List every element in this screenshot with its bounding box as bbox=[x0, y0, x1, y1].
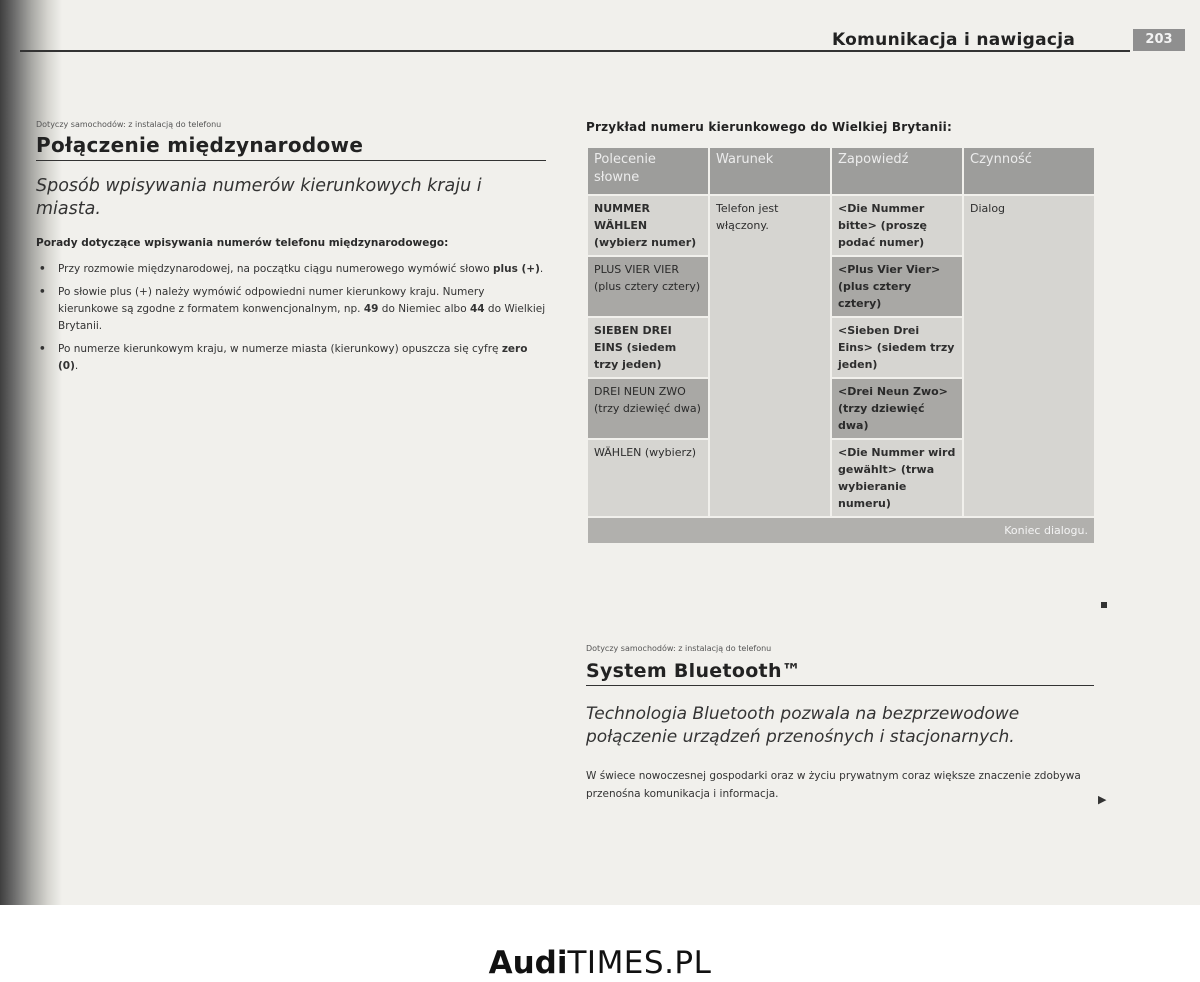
bluetooth-body: W świece nowoczesnej gospodarki oraz w życiu prywatnym coraz większe znaczenie zdobywa przenośna komunikacja i informacja. bbox=[586, 770, 1081, 800]
bullet-icon: • bbox=[39, 263, 46, 275]
right-column bbox=[586, 120, 1096, 545]
cell-prompt: <Plus Vier Vier> (plus cztery cztery) bbox=[832, 257, 962, 316]
cell-action: Dialog bbox=[964, 196, 1094, 516]
section-title: Połączenie międzynarodowe bbox=[36, 133, 546, 161]
cell-command: DREI NEUN ZWO (trzy dziewięć dwa) bbox=[588, 379, 708, 438]
table-footer: Koniec dialogu. bbox=[588, 518, 1094, 543]
running-header: Komunikacja i nawigacja bbox=[832, 30, 1076, 50]
table-footer-row bbox=[588, 518, 1094, 543]
logo-times: TIMES.PL bbox=[567, 945, 712, 981]
bluetooth-title: System Bluetooth™ bbox=[586, 660, 1094, 686]
cell-prompt: <Sieben Drei Eins> (siedem trzy jeden) bbox=[832, 318, 962, 377]
continue-arrow-icon: ▶ bbox=[1098, 793, 1107, 806]
tips-heading: Porady dotyczące wpisywania numerów telefonu międzynarodowego: bbox=[36, 237, 449, 249]
section-kicker: Dotyczy samochodów: z instalacją do telefonu bbox=[36, 120, 222, 129]
bullet-icon: • bbox=[39, 343, 46, 355]
cell-command: NUMMER WÄHLEN (wybierz numer) bbox=[588, 196, 708, 255]
cell-command: PLUS VIER VIER (plus cztery cztery) bbox=[588, 257, 708, 316]
col-header-prompt: Zapowiedź bbox=[832, 148, 962, 194]
left-column bbox=[36, 120, 546, 381]
tips-list bbox=[36, 261, 546, 375]
bluetooth-lead: Technologia Bluetooth pozwala na bezprzewodowe połączenie urządzeń przenośnych i stacjonarnych. bbox=[586, 704, 1020, 747]
section-lead: Sposób wpisywania numerów kierunkowych kraju i miasta. bbox=[36, 176, 482, 219]
cell-command: WÄHLEN (wybierz) bbox=[588, 440, 708, 516]
site-logo bbox=[0, 945, 1200, 981]
logo-audi: Audi bbox=[488, 945, 568, 981]
tip-item: • Przy rozmowie międzynarodowej, na początku ciągu numerowego wymówić słowo plus (+). bbox=[36, 261, 546, 278]
dialog-table bbox=[586, 146, 1096, 545]
tip-item: • Po numerze kierunkowym kraju, w numerze miasta (kierunkowy) opuszcza się cyfrę zero (0). bbox=[39, 343, 528, 372]
table-header-row bbox=[588, 148, 1094, 194]
col-header-command: Polecenie słowne bbox=[588, 148, 708, 194]
table-title: Przykład numeru kierunkowego do Wielkiej Brytanii: bbox=[586, 120, 952, 134]
col-header-action: Czynność bbox=[964, 148, 1094, 194]
cell-prompt: <Drei Neun Zwo> (trzy dziewięć dwa) bbox=[832, 379, 962, 438]
end-square-icon bbox=[1101, 602, 1107, 608]
cell-prompt: <Die Nummer wird gewählt> (trwa wybieranie numeru) bbox=[832, 440, 962, 516]
col-header-condition: Warunek bbox=[710, 148, 830, 194]
table-row bbox=[588, 196, 1094, 255]
cell-command: SIEBEN DREI EINS (siedem trzy jeden) bbox=[588, 318, 708, 377]
tip-item: • Po słowie plus (+) należy wymówić odpowiedni numer kierunkowy kraju. Numery kierunkowe są zgodne z formatem konwencjonalnym, np. 49 do Niemiec albo 44 do Wielkiej Brytanii. bbox=[39, 286, 546, 332]
cell-prompt: <Die Nummer bitte> (proszę podać numer) bbox=[832, 196, 962, 255]
section-kicker-bluetooth: Dotyczy samochodów: z instalacją do telefonu bbox=[586, 644, 772, 653]
bullet-icon: • bbox=[39, 286, 46, 298]
page-number: 203 bbox=[1133, 29, 1185, 51]
header-rule bbox=[20, 50, 1130, 52]
cell-condition: Telefon jest włączony. bbox=[710, 196, 830, 516]
